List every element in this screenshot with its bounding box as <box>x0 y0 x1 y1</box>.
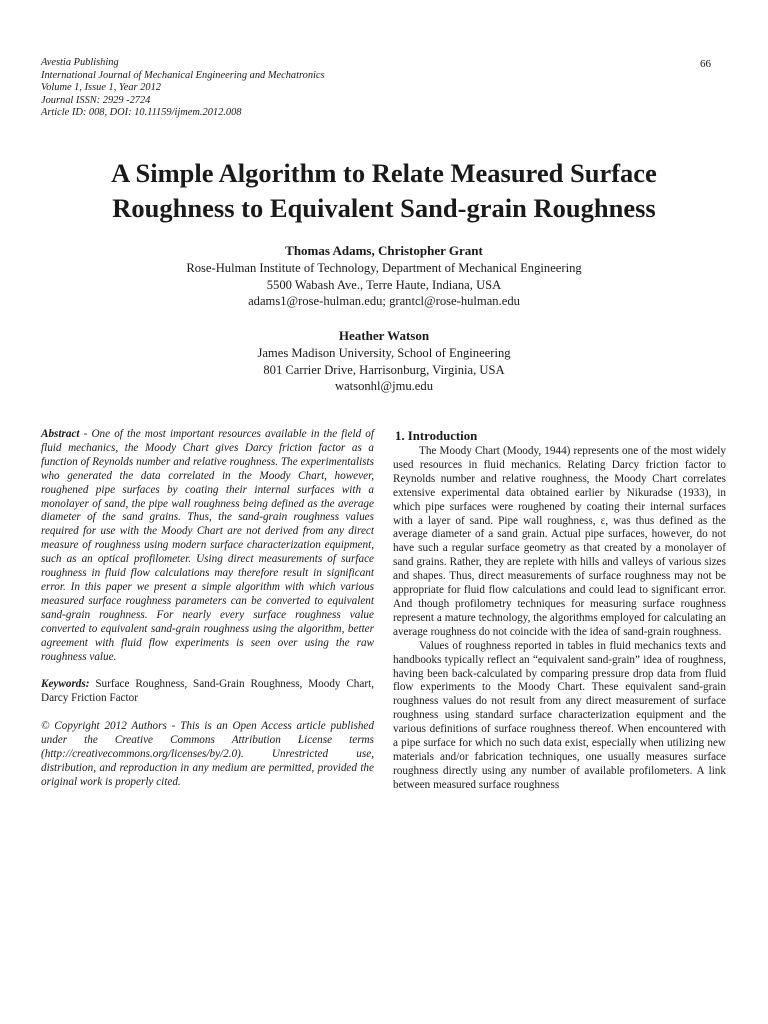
keywords-text: Surface Roughness, Sand-Grain Roughness, Moody Chart, Darcy Friction Factor <box>41 678 374 705</box>
issn-line: Journal ISSN: 2929 -2724 <box>41 94 151 106</box>
section-heading-introduction: 1. Introduction <box>395 429 478 443</box>
intro-paragraph-2: Values of roughness reported in tables in fluid mechanics texts and handbooks typically reflect an “equivalent sand-grain” idea of roughness, having been back-calculated by comparing pressure drop data from fluid flow experiments to the Moody Chart. These equivalent sand-grain roughness values do not result from any direct measurement of surface roughness using standard surface characterization equipment and the various definitions of surface roughness thereof. When encountered with a pipe surface for which no such data exist, especially when utilizing new materials and/or fabrication techniques, one usually measures surface roughness directly using any number of available profilometers. A link between measured surface roughness <box>393 639 726 791</box>
author-affiliation: James Madison University, School of Engineering <box>257 345 511 360</box>
page-number: 66 <box>700 58 711 70</box>
left-column <box>41 428 374 804</box>
abstract-text: - One of the most important resources available in the field of fluid mechanics, the Moody Chart gives Darcy friction factor as a function of Reynolds number and relative roughness. The experimentalists who generated the data correlated in the Moody Chart, however, roughened pipe surfaces by coating their internal surfaces with a monolayer of sand, the pipe wall roughness being defined as the average diameter of the sand grains. Thus, the sand-grain roughness values required for use with the Moody Chart are not derived from any direct measure of roughness using modern surface characterization equipment, such as an optical profilometer. Using direct measurements of surface roughness in fluid flow calculations may therefore result in significant error. In this paper we present a simple algorithm with which various measured surface roughness parameters can be converted to equivalent sand-grain roughness. For nearly every surface roughness value converted to equivalent sand-grain roughness using the algorithm, better agreement with fluid flow experiments is seen over using the raw roughness value. <box>41 428 374 663</box>
paper-title <box>40 156 728 226</box>
right-column <box>393 429 726 793</box>
author-affiliation: Rose-Hulman Institute of Technology, Department of Mechanical Engineering <box>186 260 582 275</box>
author-address: 801 Carrier Drive, Harrisonburg, Virginia, USA <box>263 362 505 377</box>
keywords <box>41 678 374 706</box>
journal-header <box>41 57 621 120</box>
abstract-label: Abstract <box>41 428 80 440</box>
author-address: 5500 Wabash Ave., Terre Haute, Indiana, USA <box>266 277 502 292</box>
title-line-2: Roughness to Equivalent Sand-grain Roughness <box>112 193 656 223</box>
doi-line: Article ID: 008, DOI: 10.11159/ijmem.2012.008 <box>41 107 242 119</box>
author-group-2 <box>40 328 728 395</box>
title-line-1: A Simple Algorithm to Relate Measured Surface <box>111 158 657 188</box>
author-email: adams1@rose-hulman.edu; grantcl@rose-hulman.edu <box>248 294 520 309</box>
author-group-1 <box>40 243 728 310</box>
keywords-label: Keywords: <box>41 678 90 691</box>
author-email: watsonhl@jmu.edu <box>335 379 433 394</box>
intro-paragraph-1: The Moody Chart (Moody, 1944) represents one of the most widely used resources in fluid mechanics. Relating Darcy friction factor to Reynolds number and relative roughness, the Moody Chart correlates extensive experimental data obtained earlier by Nikuradse (1933), in which pipe surfaces were roughened by coating their internal surfaces with a layer of sand. Pipe wall roughness, ε, was thus defined as the average diameter of a sand grain. Actual pipe surfaces, however, do not have such a regular surface geometry as that created by a monolayer of sand grains. Rather, they are replete with hills and valleys of various sizes and shapes. Thus, direct measurements of surface roughness may not be appropriate for fluid flow calculations and could lead to significant error. And though profilometry techniques for measuring surface roughness represent a mature technology, the algorithms employed for calculating an average roughness do not coincide with the idea of sand-grain roughness. <box>393 445 726 638</box>
author-names: Thomas Adams, Christopher Grant <box>285 243 483 258</box>
author-names: Heather Watson <box>338 328 430 343</box>
copyright-notice: © Copyright 2012 Authors - This is an Open Access article published under the Creative Commons Attribution License terms (http://creativecommons.org/licenses/by/2.0). Unrestricted use, distribution, and reproduction in any medium are permitted, provided the original work is properly cited. <box>41 720 374 788</box>
abstract <box>41 428 374 664</box>
volume-line: Volume 1, Issue 1, Year 2012 <box>41 82 161 94</box>
publisher-line: Avestia Publishing <box>41 57 119 68</box>
journal-name-line: International Journal of Mechanical Engineering and Mechatronics <box>41 69 325 81</box>
